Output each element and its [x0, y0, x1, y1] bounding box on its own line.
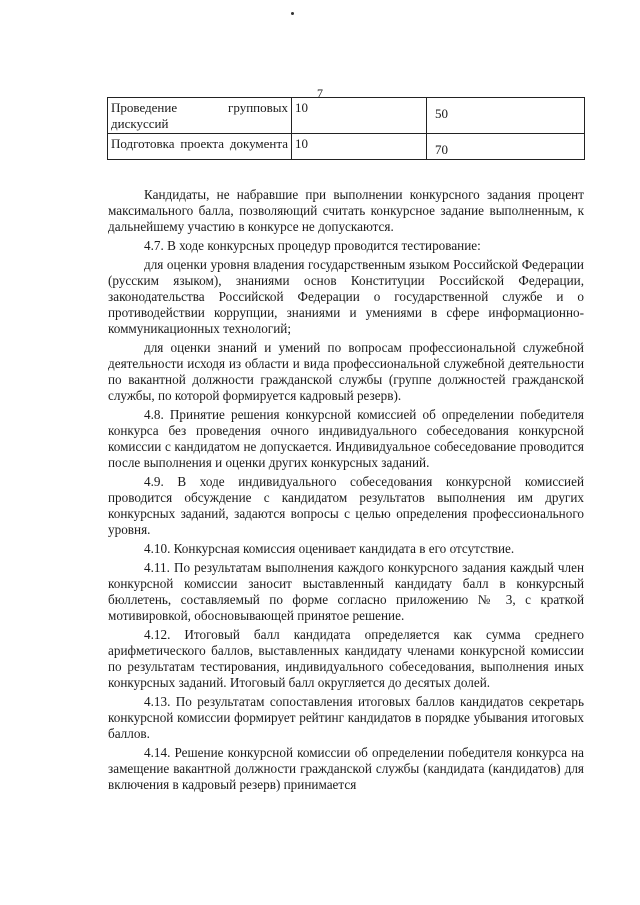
min-score: 10 — [295, 136, 308, 151]
task-name-cell — [108, 134, 292, 160]
paragraph-threshold: Кандидаты, не набравшие при выполнении конкурсного задания процент максимального балла, позволяющий считать конкурсное задание выполненным, к дальнейшему участию в конкурсе не допускаются. — [108, 187, 584, 234]
max-score-cell — [427, 134, 585, 160]
max-score-cell — [427, 98, 585, 134]
paragraph-4-11: 4.11. По результатам выполнения каждого конкурсного задания каждый член конкурсной комиссии заносит выставленный кандидату балл в конкурсный бюллетень, составляемый по форме согласно приложению № 3, с краткой мотивировкой, обосновывающей принятое решение. — [108, 560, 584, 623]
min-score: 10 — [295, 100, 308, 115]
document-body — [108, 187, 584, 796]
scan-speck — [291, 12, 294, 15]
score-table — [107, 97, 585, 160]
paragraph-4-14: 4.14. Решение конкурсной комиссии об определении победителя конкурса на замещение вакантной должности гражданской службы (кандидата (кандидатов) для включения в кадровый резерв) принимается — [108, 745, 584, 792]
task-name-cell — [108, 98, 292, 134]
page-number: 7 — [317, 86, 323, 100]
min-score-cell — [292, 98, 427, 134]
table-row — [108, 134, 585, 160]
paragraph-4-9: 4.9. В ходе индивидуального собеседования конкурсной комиссией проводится обсуждение с кандидатом результатов выполнения им других конкурсных заданий, задаются вопросы с целью определения профессионального уровня. — [108, 474, 584, 537]
max-score: 70 — [435, 142, 448, 157]
max-score: 50 — [435, 106, 448, 121]
task-name: Подготовка проекта документа — [111, 136, 288, 151]
task-name: Проведение групповых дискуссий — [111, 100, 288, 131]
paragraph-4-10: 4.10. Конкурсная комиссия оценивает кандидата в его отсутствие. — [144, 541, 515, 556]
paragraph-4-12: 4.12. Итоговый балл кандидата определяется как сумма среднего арифметического баллов, выставленных кандидату членами конкурсной комиссии по результатам тестирования, индивидуального собеседования, выполнения иных конкурсных заданий. Итоговый балл округляется до десятых долей. — [108, 627, 584, 690]
paragraph-4-7: 4.7. В ходе конкурсных процедур проводится тестирование: — [144, 238, 481, 253]
paragraph-4-7-professional: для оценки знаний и умений по вопросам профессиональной служебной деятельности исходя из области и вида профессиональной служебной деятельности по вакантной должности гражданской службы (группе должностей гражданской службы, по которой формируется кадровый резерв). — [108, 340, 584, 403]
min-score-cell — [292, 134, 427, 160]
paragraph-4-13: 4.13. По результатам сопоставления итоговых баллов кандидатов секретарь конкурсной комиссии формирует рейтинг кандидатов в порядке убывания итоговых баллов. — [108, 694, 584, 741]
paragraph-4-7-language: для оценки уровня владения государственным языком Российской Федерации (русским языком), знаниями основ Конституции Российской Федерации, законодательства Российской Федерации о государственной службе и о противодействии коррупции, знаниями и умениями в сфере информационно-коммуникационных технологий; — [108, 257, 584, 336]
paragraph-4-8: 4.8. Принятие решения конкурсной комиссией об определении победителя конкурса без проведения очного индивидуального собеседования конкурсной комиссии с кандидатом не допускается. Индивидуальное собеседование проводится после выполнения и оценки других конкурсных заданий. — [108, 407, 584, 470]
table-row — [108, 98, 585, 134]
